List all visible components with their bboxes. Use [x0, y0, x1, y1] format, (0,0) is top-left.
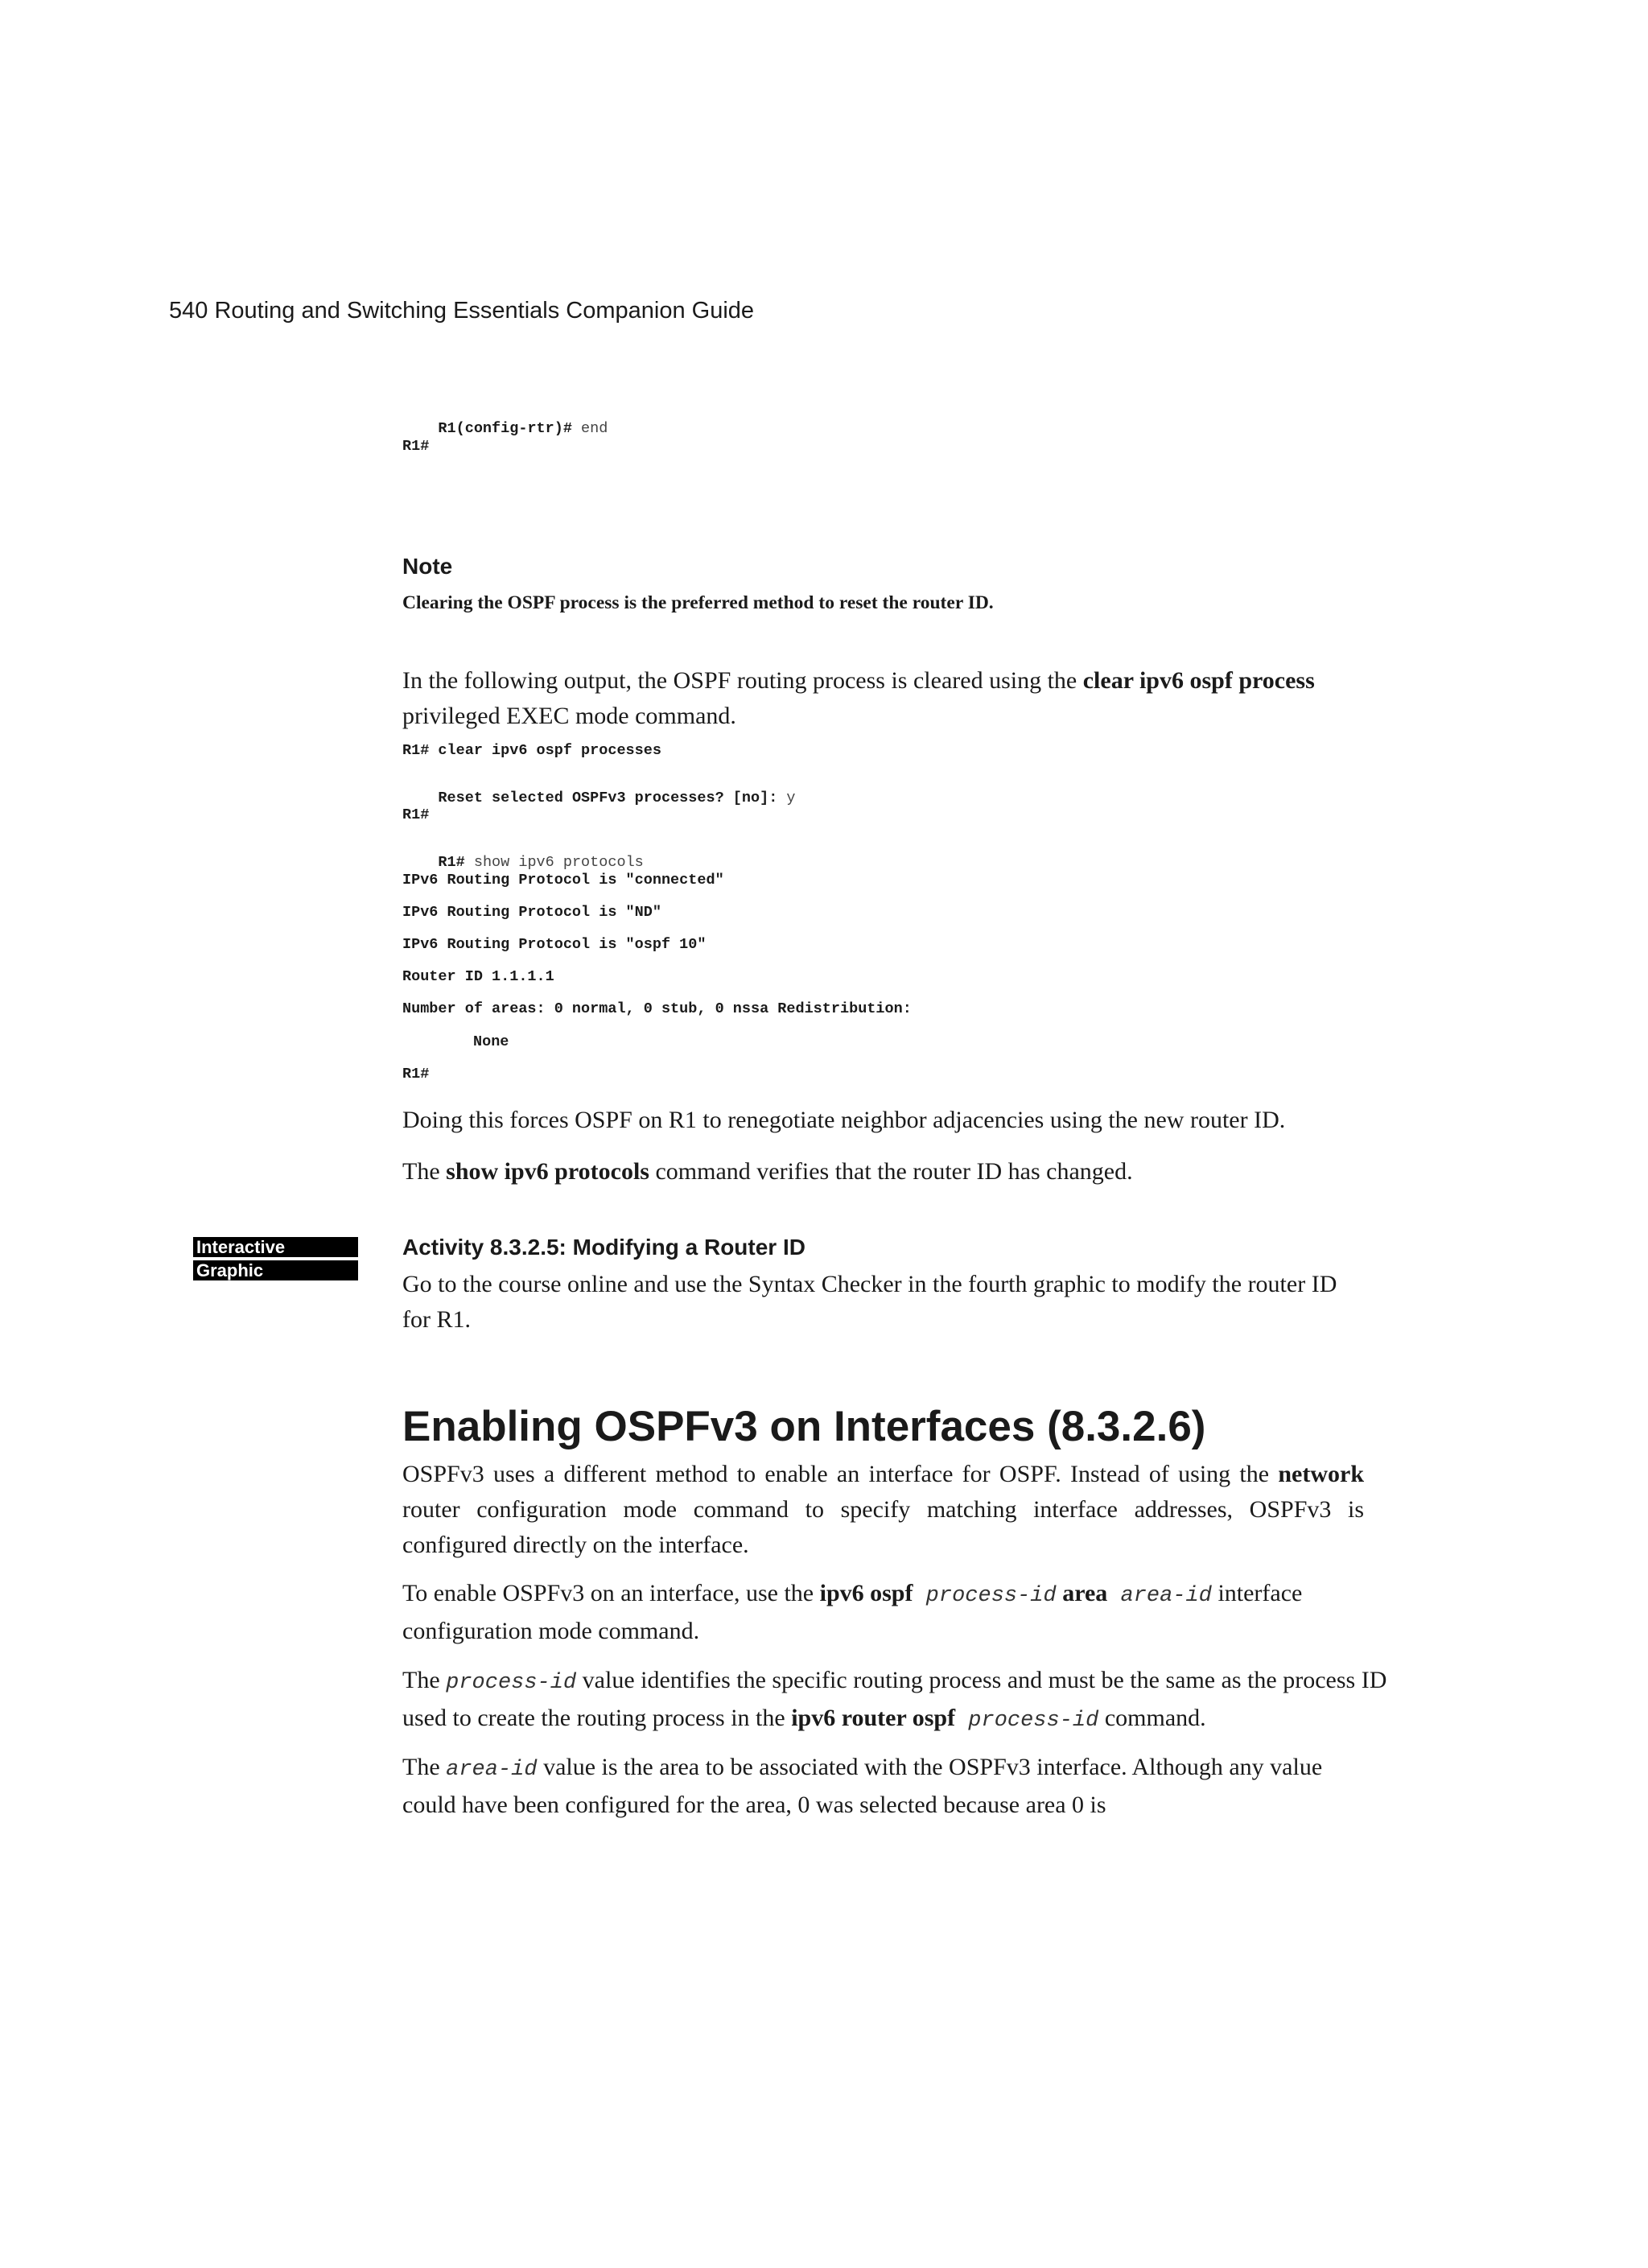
note-text: Clearing the OSPF process is the preferred method to reset the router ID.: [402, 592, 994, 613]
code-line: Number of areas: 0 normal, 0 stub, 0 nssa Redistribution:: [402, 1000, 912, 1017]
code-line: Reset selected OSPFv3 processes? [no]: y: [438, 789, 796, 806]
code-command: end: [571, 419, 608, 437]
code-line: [402, 406, 608, 452]
body-paragraph: The show ipv6 protocols command verifies that the router ID has changed.: [402, 1158, 1133, 1185]
code-line: R1#: [402, 438, 430, 455]
running-head: 540 Routing and Switching Essentials Companion Guide: [169, 298, 755, 324]
code-line: R1#: [402, 1066, 430, 1082]
body-paragraph: The area-id value is the area to be associated with the OSPFv3 interface. Although any value could have been configured for the area, 0 was selected because area 0 is: [402, 1754, 1323, 1818]
note-title: Note: [402, 554, 453, 579]
code-line: IPv6 Routing Protocol is "connected": [402, 872, 724, 889]
code-line: None: [473, 1033, 509, 1050]
body-paragraph: The process-id value identifies the specific routing process and must be the same as the process ID used to create the routing process in the ipv6 router ospf process-id command.: [402, 1667, 1387, 1733]
section-heading: Enabling OSPFv3 on Interfaces (8.3.2.6): [402, 1403, 1206, 1450]
body-paragraph: To enable OSPFv3 on an interface, use the ipv6 ospf process-id area area-id interface configuration mode command.: [402, 1580, 1303, 1644]
activity-title: Activity 8.3.2.5: Modifying a Router ID: [402, 1235, 805, 1260]
body-paragraph: OSPFv3 uses a different method to enable an interface for OSPF. Instead of using the network router configuration mode command to specify matching interface addresses, OSPFv3 is configured directly on the interface.: [402, 1461, 1364, 1558]
code-line: Router ID 1.1.1.1: [402, 968, 554, 985]
code-line: R1# show ipv6 protocols: [438, 853, 644, 871]
code-prompt: R1(config-rtr)#: [438, 419, 572, 437]
code-line: IPv6 Routing Protocol is "ospf 10": [402, 936, 707, 953]
interactive-graphic-badge-line2: Graphic: [193, 1260, 358, 1280]
code-line: IPv6 Routing Protocol is "ND": [402, 904, 661, 921]
code-line: R1# clear ipv6 ospf processes: [402, 742, 661, 759]
body-paragraph: In the following output, the OSPF routing process is cleared using the clear ipv6 ospf process privileged EXEC mode command.: [402, 667, 1315, 729]
body-paragraph: Doing this forces OSPF on R1 to renegotiate neighbor adjacencies using the new router ID.: [402, 1107, 1286, 1133]
activity-text: Go to the course online and use the Syntax Checker in the fourth graphic to modify the router ID for R1.: [402, 1271, 1337, 1333]
code-line: R1#: [402, 806, 430, 823]
interactive-graphic-badge: Interactive: [193, 1237, 358, 1257]
